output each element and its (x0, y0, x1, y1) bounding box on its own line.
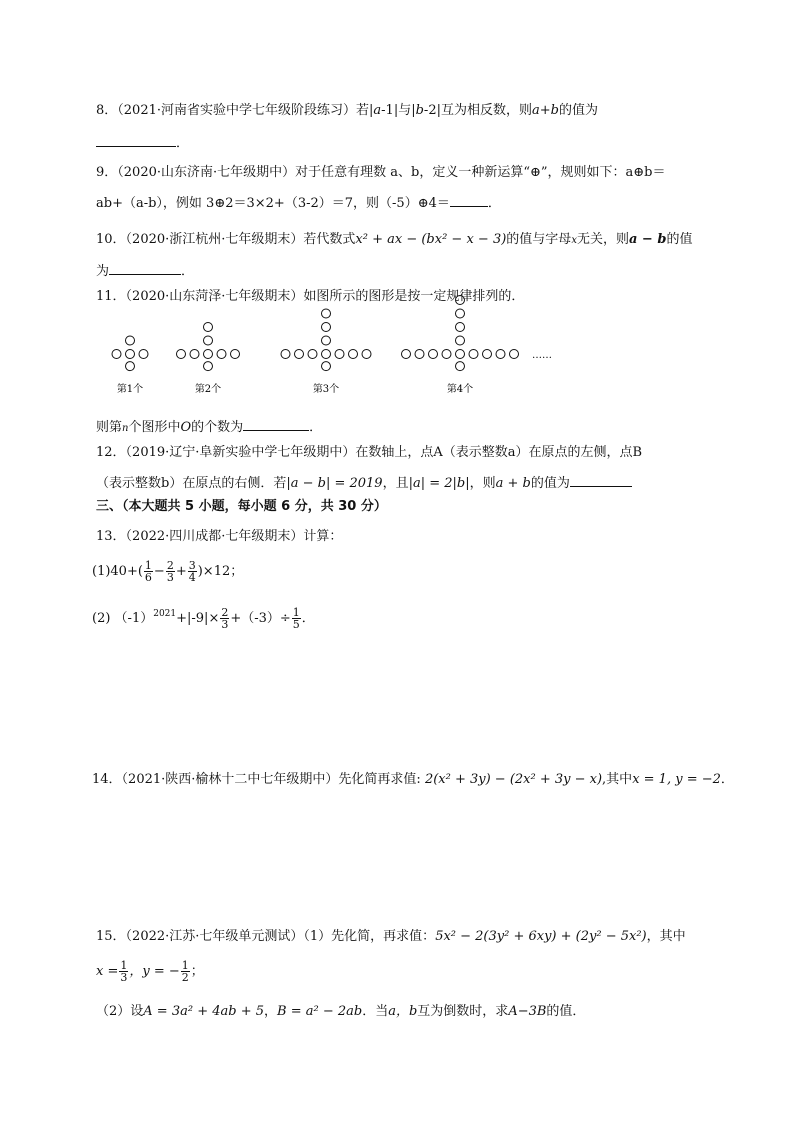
pattern-circle (456, 362, 465, 371)
answer-blank[interactable] (570, 474, 632, 487)
pattern-circle (308, 350, 317, 359)
section-3-heading: 三、（本大题共 5 小题，每小题 6 分，共 30 分） (96, 499, 387, 514)
pattern-circle (231, 350, 240, 359)
figure-label: 第4个 (446, 384, 474, 395)
pattern-circle (483, 350, 492, 359)
figure-label: 第2个 (194, 384, 222, 395)
ellipsis: …… (532, 350, 552, 361)
figure-label: 第3个 (312, 384, 340, 395)
pattern-figure-svg (100, 318, 570, 400)
pattern-circle (456, 323, 465, 332)
q13-number: 13． (96, 529, 126, 544)
fraction: $\frac{1}{5}$ (292, 606, 300, 631)
pattern-circle (322, 323, 331, 332)
pattern-circle (204, 350, 213, 359)
pattern-circle (362, 350, 371, 359)
question-9: 9．（2020·山东济南·七年级期中）对于任意有理数 a、b，定义一种新运算“⊕”，规则如下：a⊕b＝ (96, 165, 666, 180)
pattern-circle (126, 350, 135, 359)
question-13: 13．（2022·四川成都·七年级期末）计算： (96, 529, 343, 544)
question-12-line2: （表示整数b）在原点的右侧．若|a − b| = 2019，且|a| = 2|b|，则a + b的值为 (96, 474, 706, 490)
pattern-circle (217, 350, 226, 359)
pattern-circle (456, 350, 465, 359)
q10-expression: x² + ax − (bx² − x − 3) (355, 232, 507, 247)
pattern-circle (456, 309, 465, 318)
q11-number: 11． (96, 289, 126, 304)
pattern-circle (139, 350, 148, 359)
pattern-circle (322, 362, 331, 371)
pattern-circle (204, 323, 213, 332)
figure-label: 第1个 (116, 384, 144, 395)
fraction: $\frac{1}{3}$ (120, 959, 128, 984)
pattern-circle (510, 350, 519, 359)
pattern-figure (100, 318, 570, 400)
question-8: 8．（2021·河南省实验中学七年级阶段练习）若|a-1|与|b-2|互为相反数，则a+b的值为 (96, 103, 598, 118)
question-15-condition: x = $\frac{1}{3}$ ，y = − $\frac{1}{2}$ ； (96, 959, 204, 984)
question-15-part2: （2）设A = 3a² + 4ab + 5，B = a² − 2ab．当a，b互为倒数时，求A−3B的值． (96, 1004, 586, 1019)
pattern-circle (469, 350, 478, 359)
question-12: 12．（2019·辽宁·阜新实验中学七年级期中）在数轴上，点A（表示整数a）在原点的左侧，点B (96, 445, 643, 460)
q10-source: （2020·浙江杭州·七年级期末） (125, 232, 304, 247)
q14-source: （2021·陕西·榆林十二中七年级期中） (121, 772, 339, 787)
pattern-circle (177, 350, 186, 359)
pattern-circle (442, 350, 451, 359)
answer-blank[interactable] (109, 262, 181, 275)
pattern-circle (112, 350, 121, 359)
pattern-circle (335, 350, 344, 359)
question-15: 15．（2022·江苏·七年级单元测试）（1）先化简，再求值：5x² − 2(3y² + 6xy) + (2y² − 5x²)，其中 (96, 929, 686, 944)
question-8-answer-line: ． (96, 134, 706, 150)
pattern-circle (204, 362, 213, 371)
q9-source: （2020·山东济南·七年级期中） (117, 165, 296, 180)
question-14: 14．（2021·陕西·榆林十二中七年级期中）先化简再求值: 2(x² + 3y) − (2x² + 3y − x),其中x = 1, y = −2． (92, 772, 734, 787)
q15-number: 15． (96, 929, 126, 944)
q8-number: 8． (96, 103, 118, 118)
pattern-circle (190, 350, 199, 359)
question-11-line2: 则第n个图形中O的个数为 ． (96, 420, 323, 435)
pattern-circle (456, 336, 465, 345)
q11-source: （2020·山东菏泽·七年级期末） (125, 289, 304, 304)
q15-source: （2022·江苏·七年级单元测试） (125, 929, 304, 944)
fraction: $\frac{1}{6}$ (144, 559, 152, 584)
pattern-circle (126, 362, 135, 371)
pattern-circle (349, 350, 358, 359)
pattern-circle (402, 350, 411, 359)
pattern-circle (496, 350, 505, 359)
question-10-line2: 为 ． (96, 264, 195, 279)
q12-number: 12． (96, 445, 126, 460)
pattern-circle (295, 350, 304, 359)
q12-source: （2019·辽宁·阜新实验中学七年级期中） (125, 445, 356, 460)
question-13-part2: (2) $(-1)^{2021}+|-9|\times$ $\frac{2}{3}$ +（-3）÷ $\frac{1}{5}$ ． (92, 606, 315, 631)
q13-source: （2022·四川成都·七年级期末） (125, 529, 304, 544)
pattern-circle (429, 350, 438, 359)
question-13-part1: (1)40+( $\frac{1}{6}$ − $\frac{2}{3}$ + $\frac{3}{4}$ )×12； (92, 559, 244, 584)
q8-source: （2021·河南省实验中学七年级阶段练习） (117, 103, 356, 118)
pattern-circle (322, 350, 331, 359)
question-11: 11．（2020·山东菏泽·七年级期末）如图所示的图形是按一定规律排列的． (96, 289, 525, 304)
pattern-circle (322, 336, 331, 345)
pattern-circle (415, 350, 424, 359)
question-10: 10．（2020·浙江杭州·七年级期末）若代数式x² + ax − (bx² − x − 3)的值与字母x无关，则a − b的值 (96, 232, 693, 247)
answer-blank[interactable] (243, 418, 309, 431)
answer-blank[interactable] (96, 134, 176, 147)
fraction: $\frac{1}{2}$ (181, 959, 189, 984)
pattern-circle (322, 309, 331, 318)
pattern-circle (281, 350, 290, 359)
question-9-line2: ab+（a-b），例如 3⊕2＝3×2+（3-2）＝7，则（-5）⊕4＝ ． (96, 196, 501, 211)
fraction: $\frac{2}{3}$ (221, 606, 229, 631)
fraction: $\frac{2}{3}$ (166, 559, 174, 584)
fraction: $\frac{3}{4}$ (188, 559, 196, 584)
answer-blank[interactable] (450, 194, 488, 207)
pattern-circle (126, 336, 135, 345)
pattern-circle (204, 336, 213, 345)
q10-number: 10． (96, 232, 126, 247)
q14-number: 14． (92, 772, 122, 787)
q9-number: 9． (96, 165, 118, 180)
